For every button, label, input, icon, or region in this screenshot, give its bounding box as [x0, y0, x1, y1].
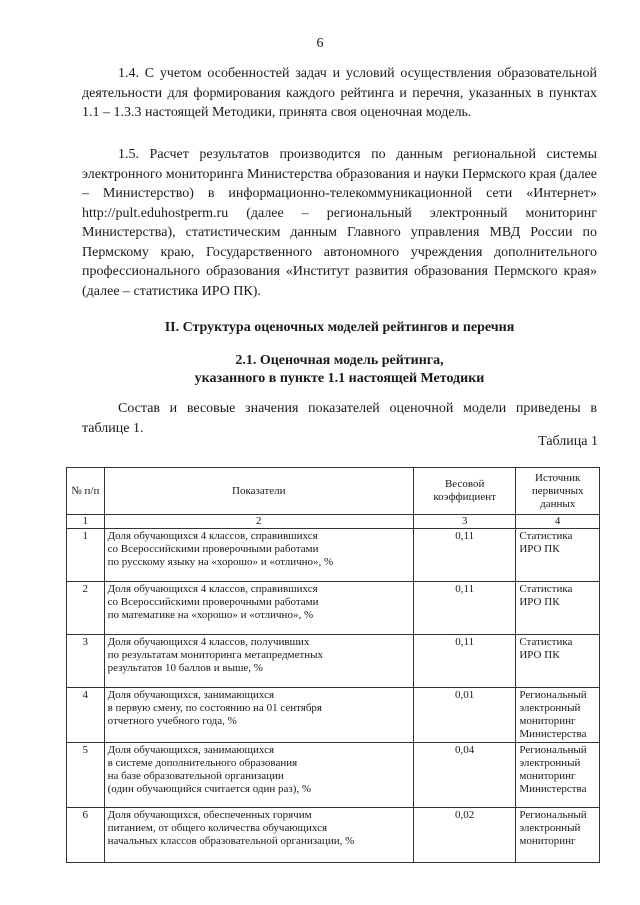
header-source: Источник первичных данных [516, 468, 600, 515]
table-caption: Таблица 1 [538, 434, 598, 449]
row-indicator: Доля обучающихся, занимающихся в первую смену, по состоянию на 01 сентября отчетного учебного года, % [104, 688, 413, 743]
row-indicator: Доля обучающихся 4 классов, справившихся со Всероссийскими проверочными работами по русскому языку на «хорошо» и «отлично», % [104, 529, 413, 582]
row-source: Статистика ИРО ПК [516, 582, 600, 635]
row-source: Региональный электронный мониторинг Министерства [516, 688, 600, 743]
row-number: 1 [67, 529, 105, 582]
subsection-heading [82, 352, 597, 388]
row-source: Статистика ИРО ПК [516, 529, 600, 582]
row-number: 3 [67, 635, 105, 688]
paragraph-table-intro [82, 399, 597, 438]
column-number: 3 [413, 515, 515, 529]
row-indicator: Доля обучающихся, обеспеченных горячим питанием, от общего количества обучающихся начальных классов образовательной организации, % [104, 808, 413, 863]
row-source: Статистика ИРО ПК [516, 635, 600, 688]
header-indicator: Показатели [104, 468, 413, 515]
table-row [67, 635, 600, 688]
paragraph-1-5 [82, 145, 597, 301]
row-source: Региональный электронный мониторинг Министерства [516, 743, 600, 808]
table-row [67, 808, 600, 863]
subsection-heading-line-1: 2.1. Оценочная модель рейтинга, [235, 353, 444, 368]
row-indicator: Доля обучающихся 4 классов, получивших по результатам мониторинга метапредметных результатов 10 баллов и выше, % [104, 635, 413, 688]
header-num: № п/п [67, 468, 105, 515]
row-number: 2 [67, 582, 105, 635]
table-column-numbers-row [67, 515, 600, 529]
header-weight: Весовой коэффициент [413, 468, 515, 515]
row-indicator: Доля обучающихся 4 классов, справившихся со Всероссийскими проверочными работами по математике на «хорошо» и «отлично», % [104, 582, 413, 635]
column-number: 4 [516, 515, 600, 529]
row-weight: 0,11 [413, 635, 515, 688]
paragraph-1-4 [82, 64, 597, 123]
table-row [67, 743, 600, 808]
row-weight: 0,11 [413, 582, 515, 635]
row-weight: 0,04 [413, 743, 515, 808]
table-row [67, 582, 600, 635]
column-number: 1 [67, 515, 105, 529]
paragraph-text: 1.5. Расчет результатов производится по данным региональной системы электронного мониторинга Министерства образования и науки Пермского края (далее – Министерство) в информационно-телекоммуникационной сети «Интернет» http://pult.eduhostperm.ru (далее – региональный электронный мониторинг Министерства), статистическим данным Главного управления МВД России по Пермскому краю, Государственного автономного учреждения дополнительного профессионального образования «Институт развития образования Пермского края» (далее – статистика ИРО ПК). [82, 147, 597, 299]
row-indicator: Доля обучающихся, занимающихся в системе дополнительного образования на базе образовательной организации (один обучающийся считается один раз), % [104, 743, 413, 808]
table-header-row [67, 468, 600, 515]
row-number: 4 [67, 688, 105, 743]
column-number: 2 [104, 515, 413, 529]
subsection-heading-line-2: указанного в пункте 1.1 настоящей Методики [194, 371, 485, 386]
indicators-table [66, 467, 600, 863]
table-row [67, 529, 600, 582]
paragraph-text: 1.4. С учетом особенностей задач и условий осуществления образовательной деятельности для формирования каждого рейтинга и перечня, указанных в пунктах 1.1 – 1.3.3 настоящей Методики, принята своя оценочная модель. [82, 66, 597, 120]
page-number: 6 [316, 36, 324, 51]
row-source: Региональный электронный мониторинг [516, 808, 600, 863]
paragraph-text: Состав и весовые значения показателей оценочной модели приведены в таблице 1. [82, 401, 597, 436]
table-row [67, 688, 600, 743]
section-heading: II. Структура оценочных моделей рейтингов и перечня [164, 320, 515, 335]
row-number: 5 [67, 743, 105, 808]
row-weight: 0,02 [413, 808, 515, 863]
row-weight: 0,11 [413, 529, 515, 582]
row-weight: 0,01 [413, 688, 515, 743]
row-number: 6 [67, 808, 105, 863]
